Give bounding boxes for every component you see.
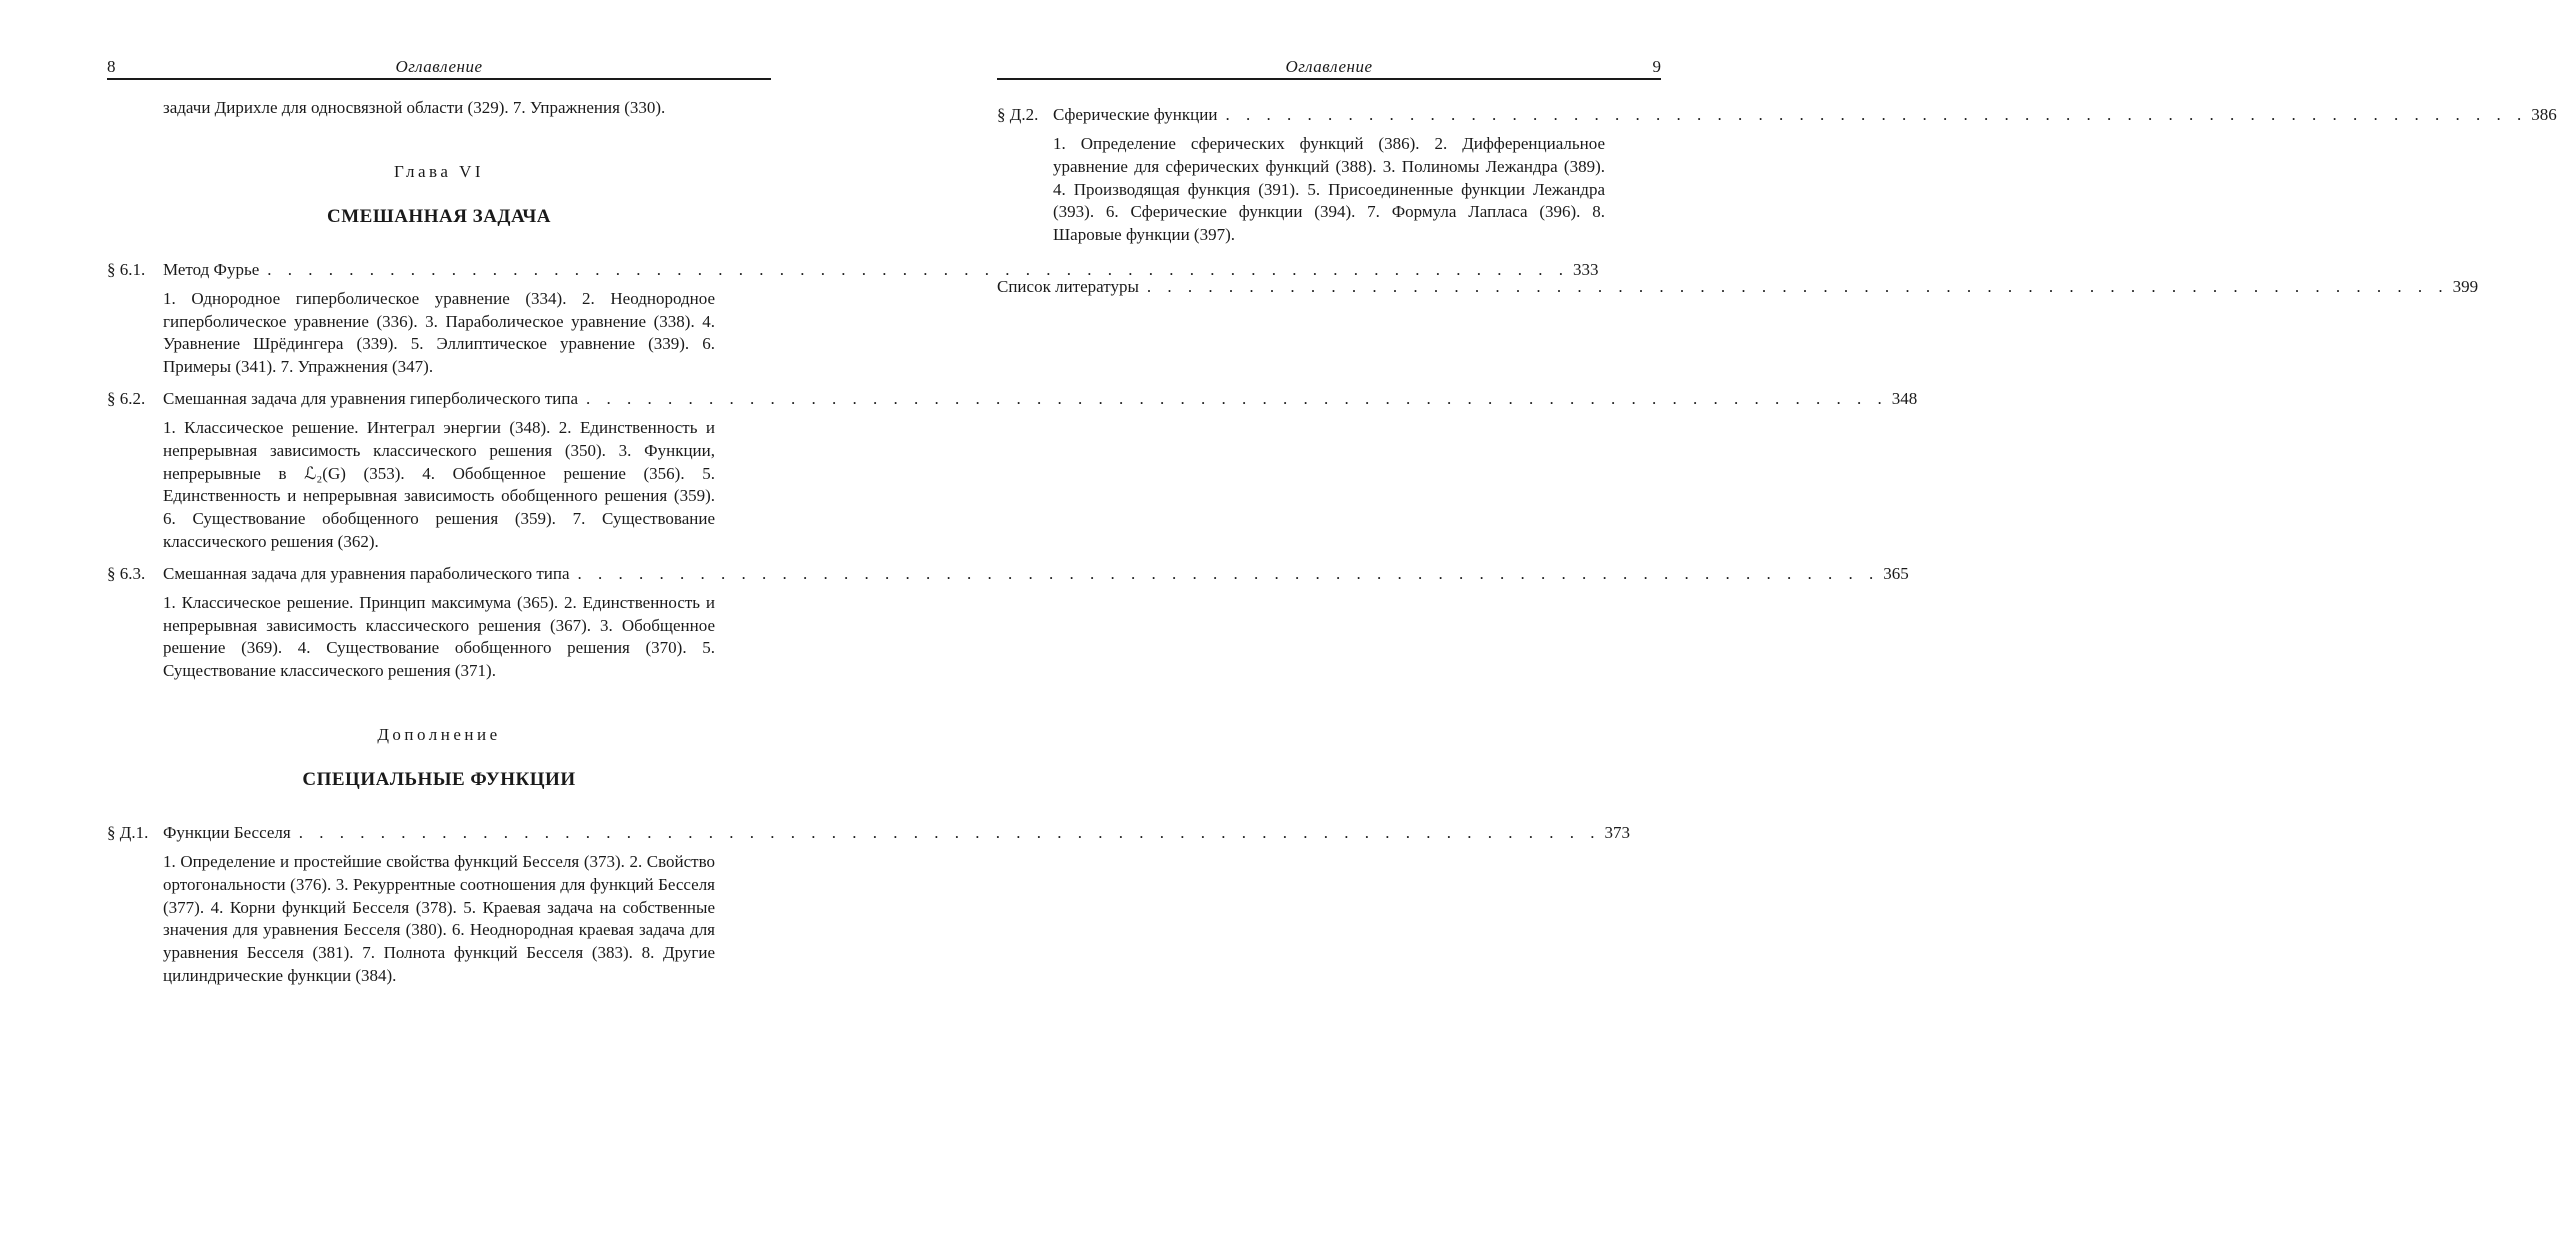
- section-page: 373: [1604, 822, 1630, 842]
- dot-leader: . . . . . . . . . . . . . . . . . . . . . . . . . . . . . . . . . . . . . . . . . . . . . . . . . . . . . . . . . . . . . . . .: [1225, 105, 2528, 124]
- bibliography-section: [997, 275, 2479, 298]
- section-number: § 6.3.: [107, 563, 146, 583]
- section-number: § Д.1.: [107, 822, 149, 842]
- toc-entry-6-2[interactable]: [107, 387, 1918, 410]
- section-number: § 6.1.: [107, 259, 146, 279]
- toc-entry-d-2[interactable]: [997, 103, 2557, 126]
- toc-section: [107, 562, 1909, 683]
- chapter-label: Дополнение: [377, 724, 501, 744]
- chapter-title: СМЕШАННАЯ ЗАДАЧА: [327, 205, 551, 227]
- section-description: 1. Определение и простейшие свойства функций Бесселя (373). 2. Свойство ортогональности (376). 3. Рекуррентные соотношения для функций Бесселя (377). 4. Корни функций Бесселя (378). 5. Краевая задача на собственные значения для уравнения Бесселя (380). 6. Неоднородная краевая задача для уравнения Бесселя (381). 7. Полнота функций Бесселя (383). 8. Другие цилиндрические функции (384).: [163, 851, 715, 985]
- section-title: Смешанная задача для уравнения гиперболического типа: [163, 388, 579, 408]
- right-page: [997, 56, 2557, 298]
- section-page: 333: [1573, 259, 1599, 279]
- bibliography-page: 399: [2452, 276, 2479, 296]
- section-description: 1. Классическое решение. Принцип максимума (365). 2. Единственность и непрерывная зависимость классического решения (367). 3. Обобщенное решение (369). 4. Существование обобщенного решения (370). 5. Существование классического решения (371).: [163, 592, 715, 681]
- dot-leader: . . . . . . . . . . . . . . . . . . . . . . . . . . . . . . . . . . . . . . . . . . . . . . . . . . . . . . . . . . . . . . . .: [577, 563, 1880, 583]
- dot-leader: . . . . . . . . . . . . . . . . . . . . . . . . . . . . . . . . . . . . . . . . . . . . . . . . . . . . . . . . . . . . . . . .: [267, 259, 1570, 279]
- running-head-title: Оглавление: [395, 57, 483, 76]
- toc-section: [997, 103, 2557, 247]
- section-page: 348: [1891, 388, 1918, 408]
- page-number: 9: [1652, 57, 1661, 76]
- continuation-text: задачи Дирихле для односвязной области (329). 7. Упражнения (330).: [163, 98, 666, 117]
- dot-leader: . . . . . . . . . . . . . . . . . . . . . . . . . . . . . . . . . . . . . . . . . . . . . . . . . . . . . . . . . . . . . . . .: [1146, 276, 2449, 296]
- toc-section: [107, 821, 1630, 988]
- section-page: 365: [1883, 563, 1909, 583]
- toc-entry-6-1[interactable]: [107, 258, 1599, 281]
- section-page: 386: [2531, 105, 2557, 124]
- bibliography-title: Список литературы: [997, 276, 1139, 296]
- section-description: 1. Определение сферических функций (386). 2. Дифференциальное уравнение для сферических функций (388). 3. Полиномы Лежандра (389). 4. Производящая функция (391). 5. Присоединенные функции Лежандра (393). 6. Сферические функции (394). 7. Формула Лапласа (396). 8. Шаровые функции (397).: [1053, 134, 1605, 245]
- section-number: § Д.2.: [997, 105, 1039, 124]
- running-head: [997, 56, 1661, 80]
- section-description: 1. Классическое решение. Интеграл энергии (348). 2. Единственность и непрерывная зависимость классического решения (350). 3. Функции, непрерывные в ℒ₂(G) (353). 4. Обобщенное решение (356). 5. Единственность и непрерывная зависимость обобщенного решения (359). 6. Существование обобщенного решения (359). 7. Существование классического решения (362).: [163, 417, 715, 551]
- running-head: [107, 56, 771, 80]
- page-number: 8: [107, 57, 116, 76]
- section-title: Метод Фурье: [163, 259, 260, 279]
- section-title: Сферические функции: [1053, 105, 1218, 124]
- section-number: § 6.2.: [107, 388, 146, 408]
- section-title: Функции Бесселя: [163, 822, 291, 842]
- chapter-title: СПЕЦИАЛЬНЫЕ ФУНКЦИИ: [302, 768, 576, 790]
- dot-leader: . . . . . . . . . . . . . . . . . . . . . . . . . . . . . . . . . . . . . . . . . . . . . . . . . . . . . . . . . . . . . . . .: [586, 388, 1888, 408]
- toc-entry-bibliography[interactable]: [997, 275, 2479, 298]
- section-title: Смешанная задача для уравнения параболического типа: [163, 563, 570, 583]
- section-description: 1. Однородное гиперболическое уравнение (334). 2. Неоднородное гиперболическое уравнение (336). 3. Параболическое уравнение (338). 4. Уравнение Шрёдингера (339). 5. Эллиптическое уравнение (339). 6. Примеры (341). 7. Упражнения (347).: [163, 288, 715, 377]
- toc-entry-d-1[interactable]: [107, 821, 1630, 844]
- running-head-title: Оглавление: [1285, 57, 1373, 76]
- toc-entry-6-3[interactable]: [107, 562, 1909, 585]
- chapter-label: Глава VI: [393, 161, 485, 181]
- dot-leader: . . . . . . . . . . . . . . . . . . . . . . . . . . . . . . . . . . . . . . . . . . . . . . . . . . . . . . . . . . . . . . . .: [298, 822, 1601, 842]
- toc-section: [107, 387, 1918, 554]
